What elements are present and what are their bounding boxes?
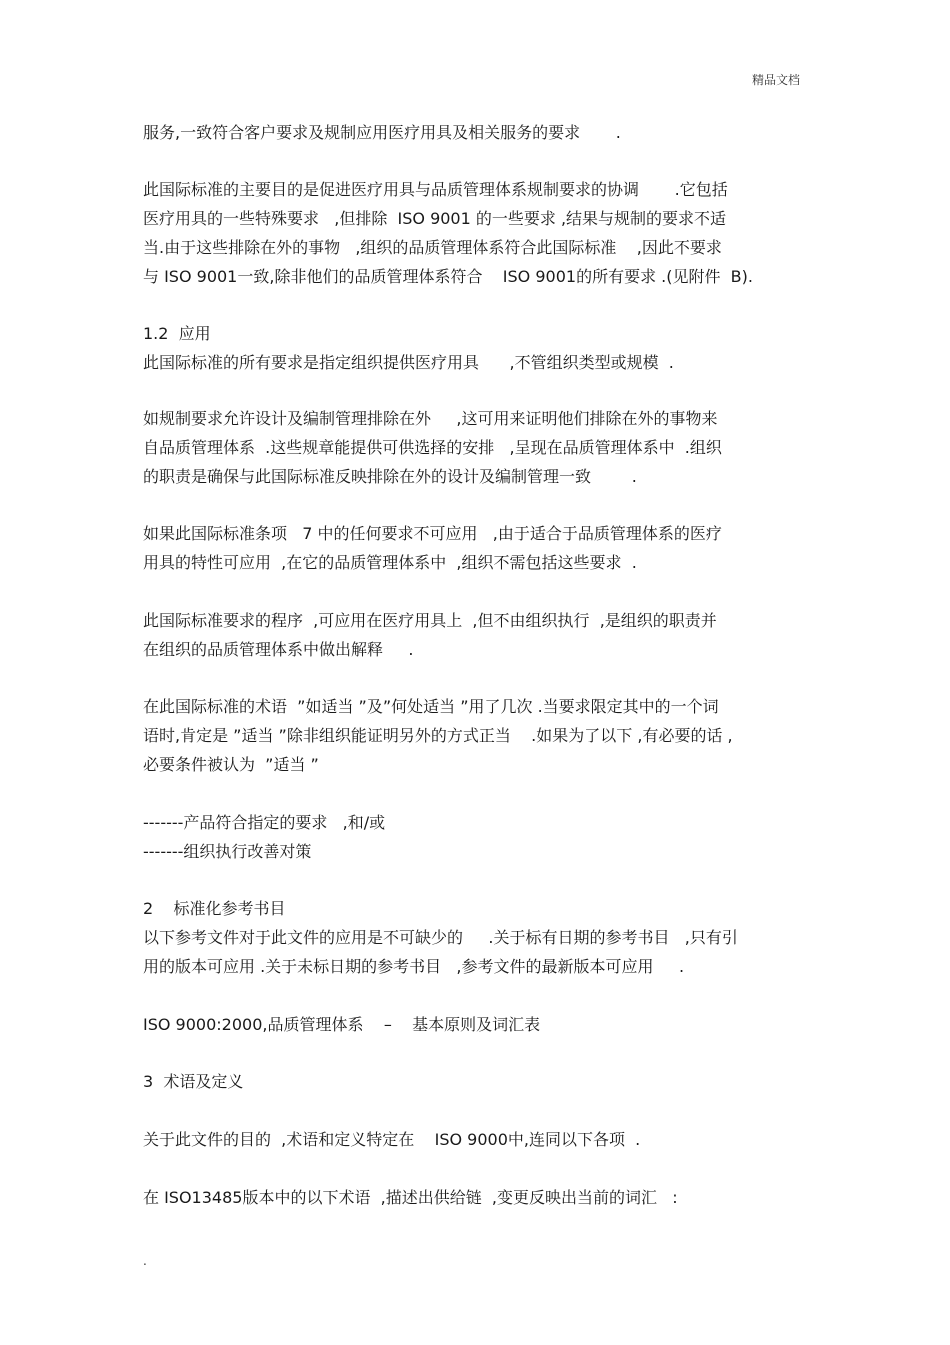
paragraph: [143, 606, 823, 664]
paragraph: [143, 319, 823, 377]
text-line: 与 ISO 9001一致,除非他们的品质管理体系符合 ISO 9001的所有要求 .(见附件 B).: [143, 267, 753, 286]
text-line: 服务,一致符合客户要求及规制应用医疗用具及相关服务的要求 .: [143, 123, 621, 142]
reference-line: ISO 9000:2000,品质管理体系 – 基本原则及词汇表: [143, 1015, 541, 1034]
text-line: 如规制要求允许设计及编制管理排除在外 ,这可用来证明他们排除在外的事物来: [143, 409, 718, 428]
list-item: -------组织执行改善对策: [143, 842, 312, 861]
paragraph: [143, 118, 823, 147]
paragraph: [143, 1183, 823, 1212]
paragraph: [143, 404, 823, 491]
text-line: 在此国际标准的术语 ”如适当 ”及”何处适当 ”用了几次 .当要求限定其中的一个词: [143, 697, 719, 716]
list: [143, 808, 823, 866]
text-line: 用具的特性可应用 ,在它的品质管理体系中 ,组织不需包括这些要求 .: [143, 553, 637, 572]
text-line: 此国际标准的所有要求是指定组织提供医疗用具 ,不管组织类型或规模 .: [143, 353, 674, 372]
footer-mark: .: [143, 1254, 147, 1268]
paragraph: [143, 1067, 823, 1096]
section-heading: 2 标准化参考书目: [143, 899, 286, 918]
text-line: 当.由于这些排除在外的事物 ,组织的品质管理体系符合此国际标准 ,因此不要求: [143, 238, 722, 257]
section-heading: 3 术语及定义: [143, 1072, 244, 1091]
text-line: 在 ISO13485版本中的以下术语 ,描述出供给链 ,变更反映出当前的词汇 :: [143, 1188, 678, 1207]
paragraph: [143, 1010, 823, 1039]
list-item: -------产品符合指定的要求 ,和/或: [143, 813, 386, 832]
page-header-label: 精品文档: [751, 73, 800, 87]
text-line: 此国际标准的主要目的是促进医疗用具与品质管理体系规制要求的协调 .它包括: [143, 180, 728, 199]
paragraph: [143, 692, 823, 779]
paragraph: [143, 894, 823, 981]
text-line: 自品质管理体系 .这些规章能提供可供选择的安排 ,呈现在品质管理体系中 .组织: [143, 438, 722, 457]
text-line: 如果此国际标准条项 7 中的任何要求不可应用 ,由于适合于品质管理体系的医疗: [143, 524, 722, 543]
text-line: 关于此文件的目的 ,术语和定义特定在 ISO 9000中,连同以下各项 .: [143, 1130, 641, 1149]
section-heading: 1.2 应用: [143, 324, 211, 343]
text-line: 此国际标准要求的程序 ,可应用在医疗用具上 ,但不由组织执行 ,是组织的职责并: [143, 611, 717, 630]
paragraph: [143, 175, 823, 291]
text-line: 以下参考文件对于此文件的应用是不可缺少的 .关于标有日期的参考书目 ,只有引: [143, 928, 738, 947]
paragraph: [143, 519, 823, 577]
text-line: 语时,肯定是 ”适当 ”除非组织能证明另外的方式正当 .如果为了以下 ,有必要的话 ,: [143, 726, 733, 745]
text-line: 的职责是确保与此国际标准反映排除在外的设计及编制管理一致 .: [143, 467, 637, 486]
text-line: 医疗用具的一些特殊要求 ,但排除 ISO 9001 的一些要求 ,结果与规制的要求不适: [143, 209, 727, 228]
text-line: 用的版本可应用 .关于未标日期的参考书目 ,参考文件的最新版本可应用 .: [143, 957, 685, 976]
text-line: 在组织的品质管理体系中做出解释 .: [143, 640, 414, 659]
text-line: 必要条件被认为 ”适当 ”: [143, 755, 319, 774]
paragraph: [143, 1125, 823, 1154]
